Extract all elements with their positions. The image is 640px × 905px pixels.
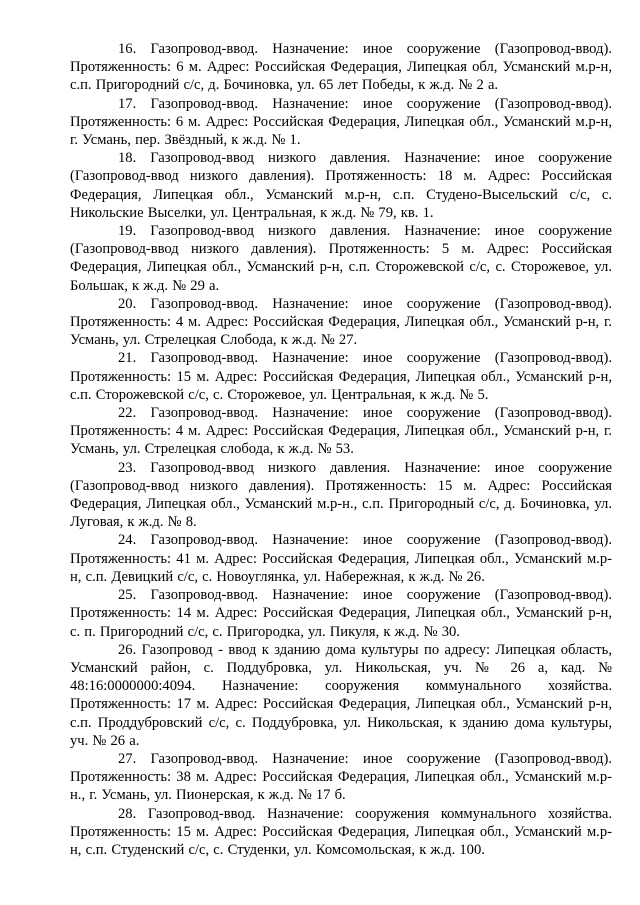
list-item-24: 24. Газопровод-ввод. Назначение: иное сооружение (Газопровод-ввод). Протяженность: 41 м. Адрес: Российская Федерация, Липецкая обл., Усманский м.р-н, с.п. Девицкий с/с, с. Новоуглянка, ул. Набережная, к ж.д. № 26. xyxy=(70,532,612,585)
list-item-22: 22. Газопровод-ввод. Назначение: иное сооружение (Газопровод-ввод). Протяженность: 4 м. Адрес: Российская Федерация, Липецкая обл., Усманский р-н, г. Усмань, ул. Стрелецкая слобода, к ж.д. № 53. xyxy=(70,405,612,458)
list-item-16: 16. Газопровод-ввод. Назначение: иное сооружение (Газопровод-ввод). Протяженность: 6 м. Адрес: Российская Федерация, Липецкая обл, Усманский м.р-н, с.п. Пригородний с/с, д. Бочиновка, ул. 65 лет Победы, к ж.д. № 2 а. xyxy=(70,41,612,94)
list-item-17: 17. Газопровод-ввод. Назначение: иное сооружение (Газопровод-ввод). Протяженность: 6 м. Адрес: Российская Федерация, Липецкая обл., Усманский м.р-н, г. Усмань, пер. Звёздный, к ж.д. № 1. xyxy=(70,95,612,149)
document-page xyxy=(70,40,612,859)
list-item-19: 19. Газопровод-ввод низкого давления. Назначение: иное сооружение (Газопровод-ввод низкого давления). Протяженность: 5 м. Адрес: Российская Федерация, Липецкая обл., Усманский р-н, с.п. Сторожевской с/с, с. Сторожевое, ул. Большак, к ж.д. № 29 а. xyxy=(70,223,612,294)
list-item-27: 27. Газопровод-ввод. Назначение: иное сооружение (Газопровод-ввод). Протяженность: 38 м. Адрес: Российская Федерация, Липецкая обл., Усманский м.р-н., г. Усмань, ул. Пионерская, к ж.д. № 17 б. xyxy=(70,750,612,804)
list-item-28: 28. Газопровод-ввод. Назначение: сооружения коммунального хозяйства. Протяженность: 15 м. Адрес: Российская Федерация, Липецкая обл., Усманский м.р-н, с.п. Студенский с/с, с. Студенки, ул. Комсомольская, к ж.д. 100. xyxy=(70,805,612,858)
list-item-21: 21. Газопровод-ввод. Назначение: иное сооружение (Газопровод-ввод). Протяженность: 15 м. Адрес: Российская Федерация, Липецкая обл., Усманский р-н, с.п. Сторожевской с/с, с. Сторожевое, ул. Центральная, к ж.д. № 5. xyxy=(70,350,612,403)
list-item-25: 25. Газопровод-ввод. Назначение: иное сооружение (Газопровод-ввод). Протяженность: 14 м. Адрес: Российская Федерация, Липецкая обл., Усманский р-н, с. п. Пригородний с/с, с. Пригородка, ул. Пикуля, к ж.д. № 30. xyxy=(70,587,612,640)
list-item-23: 23. Газопровод-ввод низкого давления. Назначение: иное сооружение (Газопровод-ввод низкого давления). Протяженность: 15 м. Адрес: Российская Федерация, Липецкая обл., Усманский м.р-н., с.п. Пригородный с/с, д. Бочиновка, ул. Луговая, к ж.д. № 8. xyxy=(70,459,612,531)
list-item-18: 18. Газопровод-ввод низкого давления. Назначение: иное сооружение (Газопровод-ввод низкого давления). Протяженность: 18 м. Адрес: Российская Федерация, Липецкая обл., Усманский м.р-н, с.п. Студено-Высельский с/с, с. Никольские Выселки, ул. Центральная, к ж.д. № 79, кв. 1. xyxy=(70,150,612,221)
list-item-20: 20. Газопровод-ввод. Назначение: иное сооружение (Газопровод-ввод). Протяженность: 4 м. Адрес: Российская Федерация, Липецкая обл., Усманский р-н, г. Усмань, ул. Стрелецкая Слобода, к ж.д. № 27. xyxy=(70,295,612,349)
list-item-26: 26. Газопровод - ввод к зданию дома культуры по адресу: Липецкая область, Усманский район, с. Поддубровка, ул. Никольская, уч. № 26 а, кад. № 48:16:0000000:4094. Назначение: сооружения коммунального хозяйства. Протяженность: 17 м. Адрес: Российская Федерация, Липецкая обл., Усманский р-н, с.п. Проддубровский с/с, с. Поддубровка, ул. Никольская, к зданию дома культуры, уч. № 26 а. xyxy=(70,641,612,749)
